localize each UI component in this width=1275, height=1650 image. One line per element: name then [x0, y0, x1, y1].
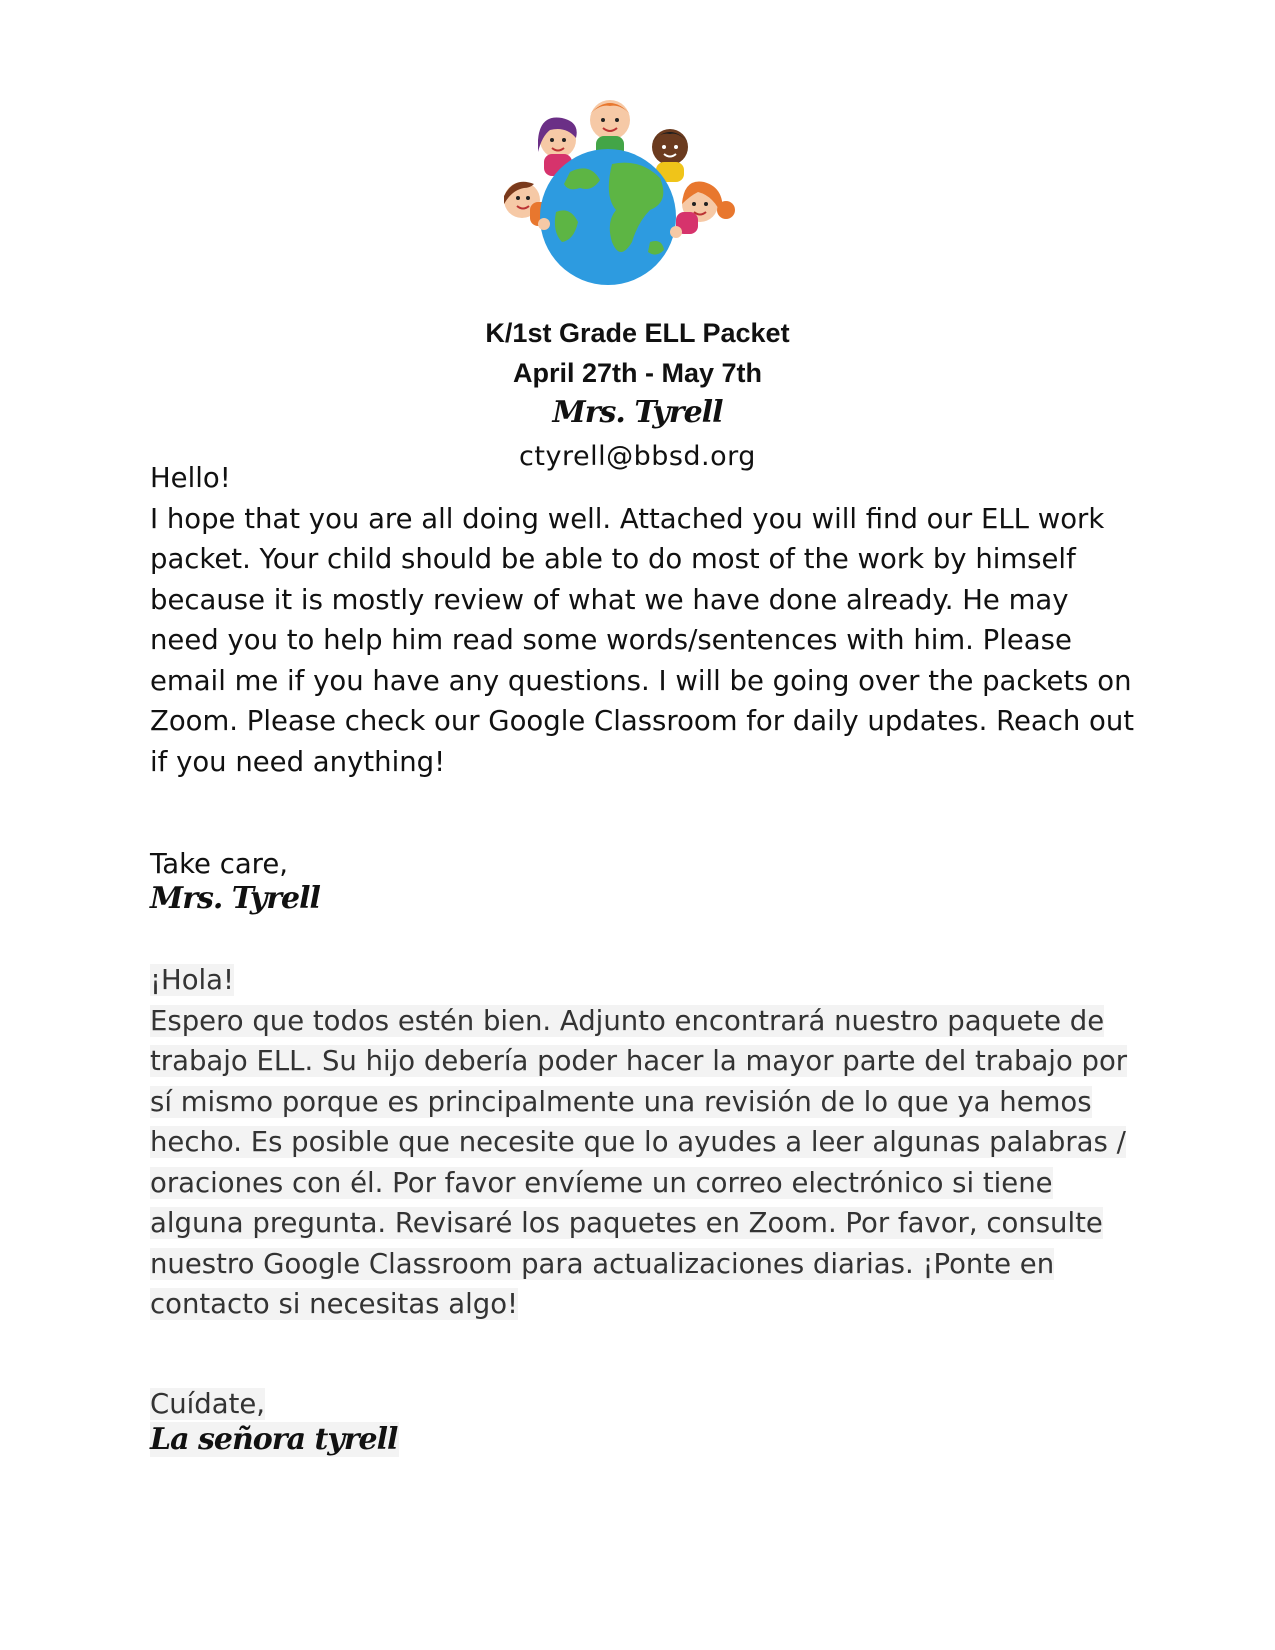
teacher-email[interactable]: ctyrell@bbsd.org	[519, 441, 756, 472]
teacher-name: Mrs. Tyrell	[552, 395, 723, 430]
spanish-closing	[150, 1384, 1140, 1425]
spanish-closing-text: Cuídate,	[150, 1388, 266, 1420]
spanish-body	[150, 1001, 1140, 1325]
children-around-globe-icon	[500, 92, 780, 297]
spanish-signature: La señora tyrell	[150, 1422, 398, 1457]
spanish-greeting-text: ¡Hola!	[150, 964, 235, 996]
english-greeting: Hello!	[150, 462, 231, 494]
spanish-greeting	[150, 960, 1140, 1001]
spanish-signature-wrap	[150, 1422, 1140, 1457]
spanish-letter	[150, 960, 1140, 1325]
packet-title: K/1st Grade ELL Packet	[485, 318, 790, 348]
english-closing: Take care,	[150, 848, 289, 880]
english-letter	[150, 458, 1140, 782]
english-signature: Mrs. Tyrell	[150, 881, 320, 916]
english-body: I hope that you are all doing well. Attached you will find our ELL work packet. Your child should be able to do most of the work by himself because it is mostly review of what we have done already. He may need you to help him read some words/sentences with him. Please email me if you have any questions. I will be going over the packets on Zoom. Please check our Google Classroom for daily updates. Reach out if you need anything!	[150, 502, 1135, 778]
packet-dates: April 27th - May 7th	[512, 358, 763, 388]
spanish-body-text: Espero que todos estén bien. Adjunto encontrará nuestro paquete de trabajo ELL. Su hijo debería poder hacer la mayor parte del trabajo por sí mismo porque es principalmente una revisión de lo que ya hemos hecho. Es posible que necesite que lo ayudes a leer algunas palabras / oraciones con él. Por favor envíeme un correo electrónico si tiene alguna pregunta. Revisaré los paquetes en Zoom. Por favor, consulte nuestro Google Classroom para actualizaciones diarias. ¡Ponte en contacto si necesitas algo!	[150, 1004, 1128, 1320]
